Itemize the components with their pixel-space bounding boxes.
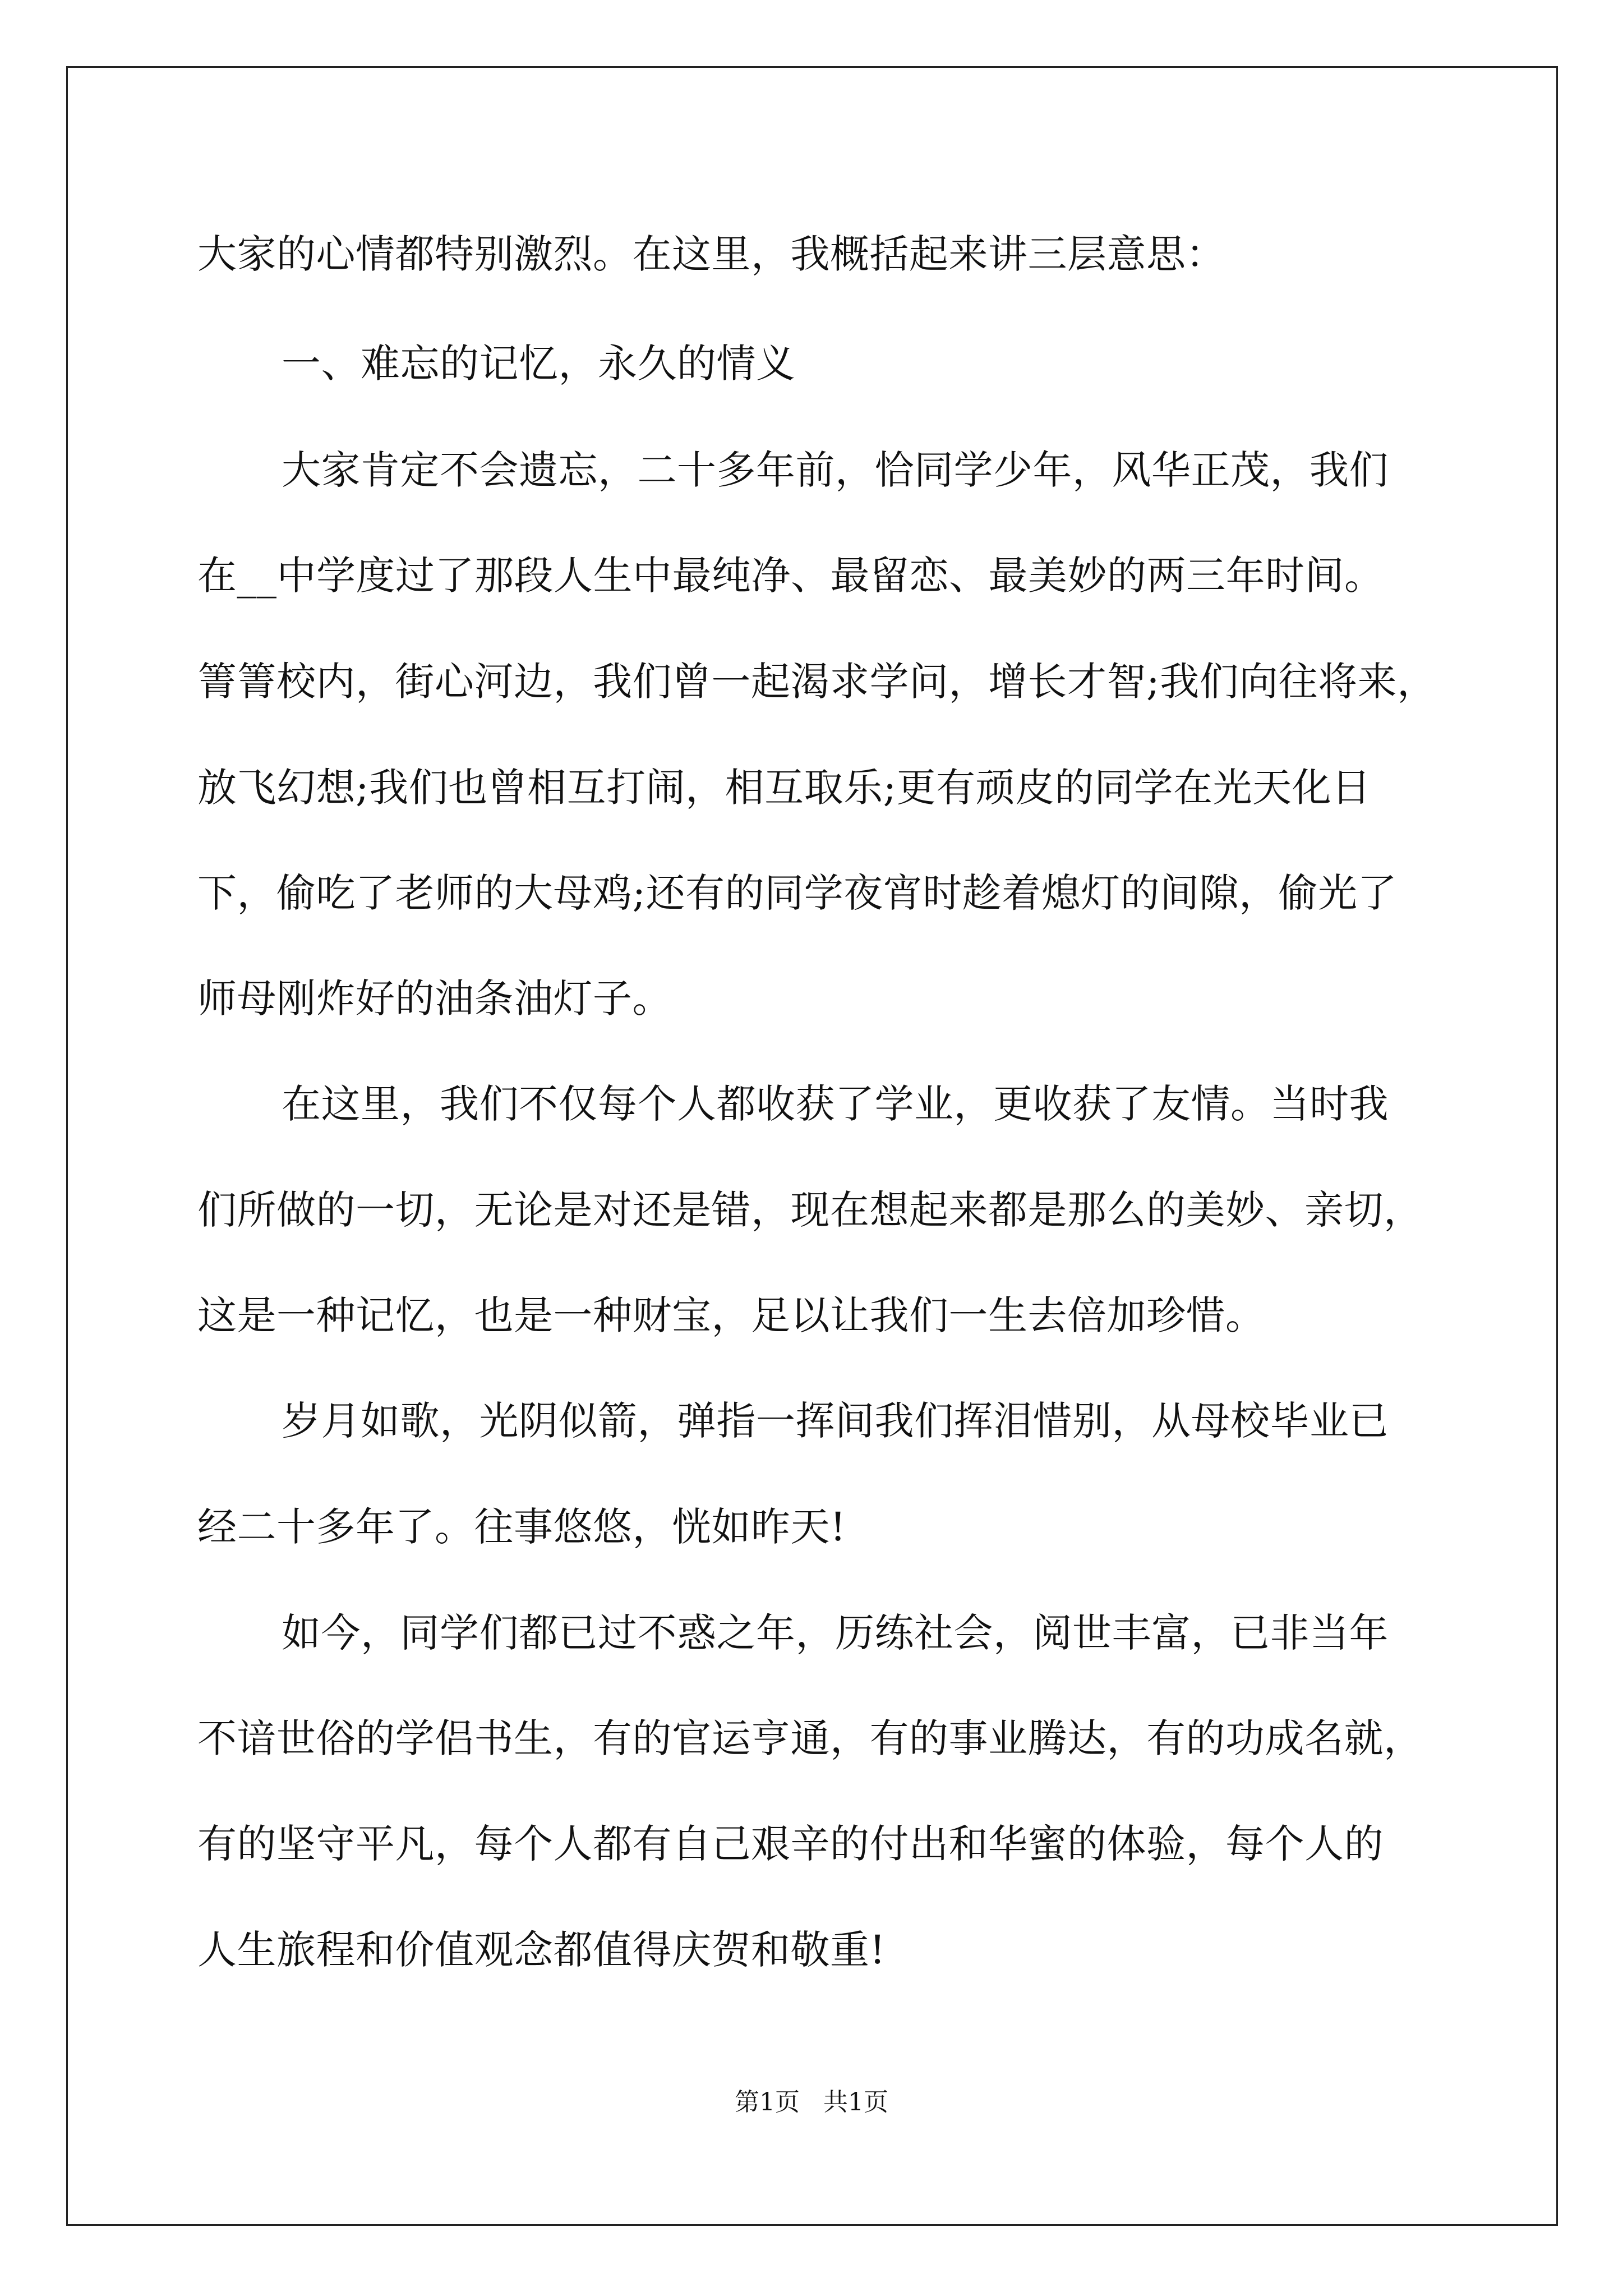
text-line: 大家肯定不会遗忘，二十多年前，恰同学少年，风华正茂，我们 (282, 447, 1389, 493)
text-line: 经二十多年了。往事悠悠，恍如昨天! (197, 1504, 846, 1550)
text-line: 在__中学度过了那段人生中最纯净、最留恋、最美妙的两三年时间。 (197, 553, 1384, 599)
text-line: 们所做的一切，无论是对还是错，现在想起来都是那么的美妙、亲切， (197, 1187, 1423, 1233)
text-line: 岁月如歌，光阴似箭，弹指一挥间我们挥泪惜别，从母校毕业已 (282, 1398, 1389, 1444)
text-line: 如今，同学们都已过不惑之年，历练社会，阅世丰富，已非当年 (282, 1610, 1389, 1656)
page-number-footer: 第1页 共1页 (735, 2088, 888, 2116)
text-line: 下，偷吃了老师的大母鸡;还有的同学夜宵时趁着熄灯的间隙，偷光了 (197, 870, 1398, 916)
text-line: 有的坚守平凡，每个人都有自己艰辛的付出和华蜜的体验，每个人的 (197, 1821, 1384, 1867)
text-line: 不谙世俗的学侣书生，有的官运亨通，有的事业腾达，有的功成名就， (197, 1715, 1423, 1761)
text-line: 箐箐校内，街心河边，我们曾一起渴求学问，增长才智;我们向往将来， (197, 659, 1437, 705)
text-line: 放飞幻想;我们也曾相互打闹，相互取乐;更有顽皮的同学在光天化日 (197, 765, 1371, 811)
text-line: 这是一种记忆，也是一种财宝，足以让我们一生去倍加珍惜。 (197, 1292, 1265, 1338)
text-line: 师母刚炸好的油条油灯子。 (197, 976, 672, 1022)
text-line: 在这里，我们不仅每个人都收获了学业，更收获了友情。当时我 (282, 1081, 1389, 1127)
text-line: 人生旅程和价值观念都值得庆贺和敬重! (197, 1927, 886, 1973)
text-line: 大家的心情都特别激烈。在这里，我概括起来讲三层意思： (197, 231, 1225, 277)
section-heading: 一、难忘的记忆，永久的情义 (282, 341, 796, 386)
